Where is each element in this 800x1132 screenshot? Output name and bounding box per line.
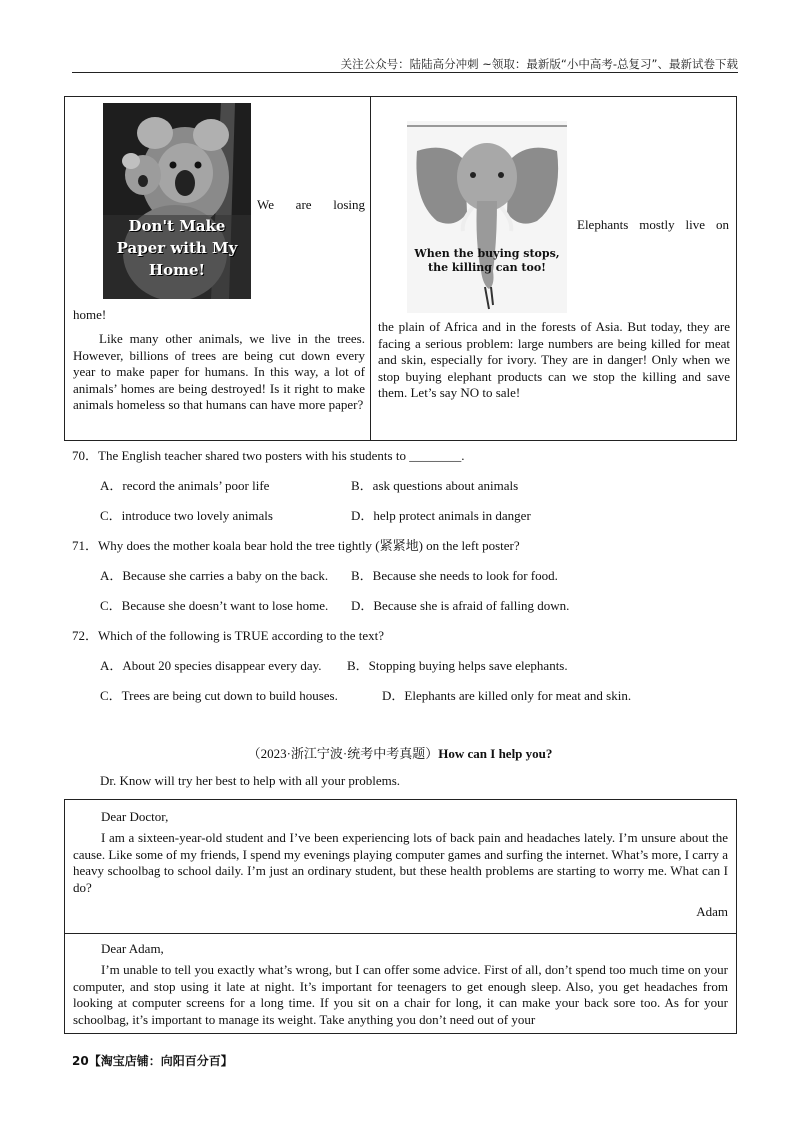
q71-option-d[interactable]: D．Because she is afraid of falling down.	[351, 598, 570, 613]
letter1-body: I am a sixteen-year-old student and I’ve been experiencing lots of back pain and headaches lately. I’m unsure about the cause. Like some of my friends, I spend my evenings playing computer games and surfing the internet. What’s more, I carry a heavy schoolbag to school daily. I’m just an ordinary student, but these health problems are starting to worry me. What can I do?	[73, 830, 728, 895]
elephant-illustration	[407, 121, 567, 313]
q70-option-c[interactable]: C．introduce two lovely animals	[100, 508, 273, 523]
header-divider	[72, 72, 738, 73]
poster-right	[371, 97, 736, 440]
q71-option-b[interactable]: B．Because she needs to look for food.	[351, 568, 558, 583]
letter-from-adam	[65, 800, 736, 934]
q71-option-a[interactable]: A．Because she carries a baby on the back.	[100, 568, 329, 583]
elephant-caption-line1: When the buying stops,	[414, 247, 560, 260]
koala-poster-caption: Don't Make Paper with My Home!	[116, 217, 238, 279]
question-72: 72．Which of the following is TRUE according to the text?	[72, 628, 385, 643]
q70-option-b[interactable]: B．ask questions about animals	[351, 478, 519, 493]
q72-option-b[interactable]: B．Stopping buying helps save elephants.	[347, 658, 568, 673]
passage-heading: How can I help you?	[438, 746, 553, 761]
q71-option-c[interactable]: C．Because she doesn’t want to lose home.	[100, 598, 329, 613]
elephant-poster-image	[407, 121, 567, 313]
elephant-caption-line2: the killing can too!	[428, 261, 546, 274]
letters-box	[64, 799, 737, 1034]
page-footer: 20【淘宝店铺：向阳百分百】	[72, 1054, 233, 1068]
left-heading-part1: We are losing	[257, 197, 365, 212]
letter1-signature: Adam	[696, 904, 728, 919]
page-header: 关注公众号：陆陆高分冲刺 ~领取：最新版“小中高考-总复习”、最新试卷下载	[340, 57, 738, 71]
right-poster-body: the plain of Africa and in the forests of Asia. But today, they are facing a serious problem: large numbers are being killed for meat and skin, especially for ivory. They are in danger! Only when we stop buying elephant products can we stop the killing and save them. Let’s say NO to sale!	[378, 319, 730, 400]
right-heading-part1: Elephants mostly live on	[577, 217, 729, 232]
q70-option-d[interactable]: D．help protect animals in danger	[351, 508, 531, 523]
question-70: 70．The English teacher shared two posters with his students to ________.	[72, 448, 465, 463]
left-poster-body	[73, 331, 365, 414]
poster-left	[65, 97, 371, 440]
letter1-salutation: Dear Doctor,	[101, 809, 169, 824]
letter-from-doctor	[65, 934, 736, 1028]
letter2-body: I’m unable to tell you exactly what’s wrong, but I can offer some advice. First of all, don’t spend too much time on your computer, and stop using it late at night. It’s important for teenagers to get enough sleep. Also, you get headaches from looking at computer screens for a long time. If you sit on a chair for long, it can make your back sore too. As for your schoolbag, it’s important to manage its weight. Take anything you don’t need out of your	[73, 962, 728, 1027]
q72-option-c[interactable]: C．Trees are being cut down to build houses.	[100, 688, 338, 703]
left-poster-paragraph: Like many other animals, we live in the trees. However, billions of trees are being cut down every year to make paper for humans. In this way, a lot of animals’ homes are being destroyed! Is it right to make animals homeless so that humans can have more paper?	[73, 331, 365, 412]
question-71: 71．Why does the mother koala bear hold the tree tightly (紧紧地) on the left poster?	[72, 538, 520, 553]
passage-source: （2023·浙江宁波·统考中考真题）	[247, 746, 439, 761]
left-heading-part2: home!	[73, 307, 107, 322]
passage-title	[0, 743, 800, 762]
letter2-salutation: Dear Adam,	[101, 941, 164, 956]
passage-intro: Dr. Know will try her best to help with all your problems.	[100, 773, 401, 788]
q70-option-a[interactable]: A．record the animals’ poor life	[100, 478, 270, 493]
q72-option-d[interactable]: D．Elephants are killed only for meat and skin.	[382, 688, 632, 703]
poster-table	[64, 96, 737, 441]
elephant-poster-caption	[409, 247, 565, 275]
koala-poster-image	[103, 103, 251, 299]
q72-option-a[interactable]: A．About 20 species disappear every day.	[100, 658, 322, 673]
